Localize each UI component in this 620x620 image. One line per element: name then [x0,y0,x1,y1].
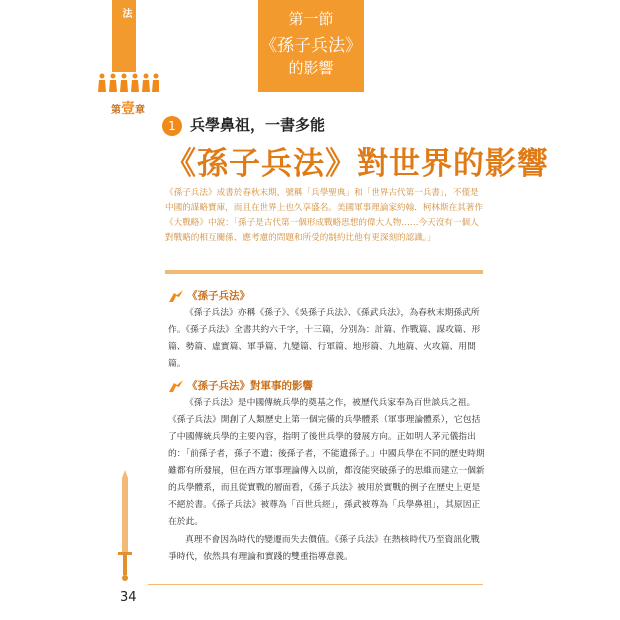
warriors-icon [96,72,160,94]
warrior-icon [168,289,184,303]
paragraph: 《孫子兵法》亦稱《孫子》、《吳孫子兵法》、《孫武兵法》，為春秋末期孫武所作。《孫子兵法》全書共約六千字，十三篇，分別為：計篇、作戰篇、謀攻篇、形篇、勢篇、虛實篇、軍爭篇、九變篇、行軍篇、地形篇、九地篇、火攻篇、用間篇。 [168,308,481,369]
subsection-heading [168,378,313,393]
paragraph: 真理不會因為時代的變遷而失去價值。《孫子兵法》在熱核時代乃至資訊化戰爭時代，依然具有理論和實踐的雙重指導意義。 [168,535,480,562]
footer-divider [148,584,483,585]
section-title-suffix: 的影響 [288,59,334,77]
chapter-prefix: 第 [111,105,121,116]
subsection-title: 《孫子兵法》 [187,290,250,302]
page-title: 《孫子兵法》對世界的影響 [165,146,549,182]
section-title-box [258,0,364,92]
section-number: 第一節 [288,10,334,28]
paragraph: 《孫子兵法》是中國傳統兵學的奠基之作，被歷代兵家奉為百世談兵之祖。《孫子兵法》開創了人類歷史上第一個完備的兵學體系（軍事理論體系），它包括了中國傳統兵學的主要內容，指明了後世兵學的發展方向。正如明人茅元儀指出的：「前孫子者，孫子不遺；後孫子者，不能遺孫子。」中國兵學在不同的歷史時期雖都有所發展，但在西方軍事理論傳入以前，都沒能突破孫子的思維而建立一個新的兵學體系，而且從實戰的層面看，《孫子兵法》被用於實戰的例子在歷史上更是不絕於書。《孫子兵法》被尊為「百世兵經」，孫武被尊為「兵學鼻祖」，其原因正在於此。 [168,398,485,527]
heading-subtitle: 兵學鼻祖，一書多能 [190,116,326,134]
chapter-suffix: 章 [135,105,145,116]
sword-icon [118,470,132,582]
chapter-label [111,98,145,118]
subsection-title: 《孫子兵法》對軍事的影響 [187,380,313,392]
heading-number-badge: 1 [162,116,182,136]
page-number: 34 [120,590,137,605]
subsection-heading [168,288,250,303]
section-title: 《孫子兵法》 [260,36,362,56]
warrior-icon [168,379,184,393]
chapter-number: 壹 [121,101,135,117]
intro-paragraph: 《孫子兵法》成書於春秋末期，號稱「兵學聖典」和「世界古代第一兵書」，不僅是中國的謀略寶庫，而且在世界上也久享盛名。美國軍事理論家約翰．柯林斯在其著作《大戰略》中說：「孫子是古代第一個形成戰略思想的偉大人物……今天沒有一個人對戰略的相互關係、應考慮的問題和所受的制約比他有更深刻的認識。」 [165,188,483,243]
divider [165,270,483,274]
side-strip [112,0,146,72]
book-title-vertical: 圖解孫子兵法 [120,8,146,63]
